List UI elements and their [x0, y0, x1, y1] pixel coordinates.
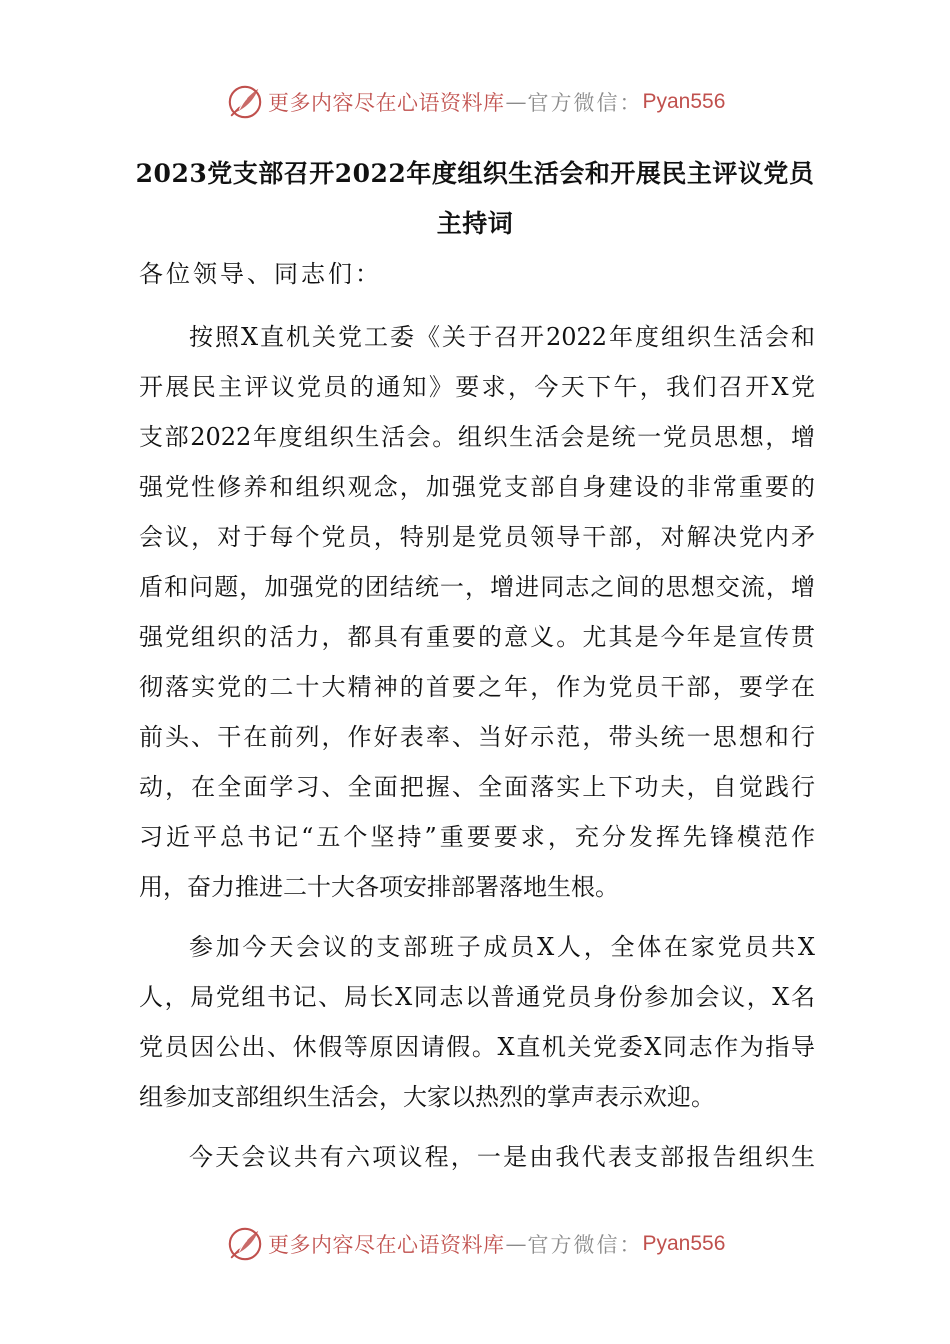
banner-wechat-id: Pyan556 [642, 1232, 726, 1255]
text-line: 支部2022年度组织生活会。组织生活会是统一党员思想，增 [139, 423, 815, 451]
banner-wechat-id: Pyan556 [642, 90, 726, 113]
banner-wechat-label: 官方微信： [527, 91, 643, 115]
banner-slogan: 更多内容尽在心语资料库 [268, 1233, 505, 1257]
text-line: 会议，对于每个党员，特别是党员领导干部，对解决党内矛 [139, 523, 815, 551]
pen-feather-logo-icon [226, 83, 264, 121]
text-line: 党员因公出、休假等原因请假。X直机关党委X同志作为指导 [139, 1033, 815, 1061]
banner-slogan: 更多内容尽在心语资料库 [268, 91, 505, 115]
text-line: 组参加支部组织生活会，大家以热烈的掌声表示欢迎。 [139, 1083, 715, 1111]
pen-feather-logo-icon [226, 1225, 264, 1263]
document-title-line-1: 2023党支部召开2022年度组织生活会和开展民主评议党员 [135, 159, 815, 188]
text-line: 习近平总书记“五个坚持”重要要求，充分发挥先锋模范作 [139, 823, 815, 851]
greeting: 各位领导、同志们： [139, 260, 382, 288]
text-line: 按照X直机关党工委《关于召开2022年度组织生活会和 [189, 323, 815, 351]
banner-separator: — [505, 90, 527, 114]
text-line: 参加今天会议的支部班子成员X人，全体在家党员共X [189, 933, 815, 961]
text-line: 强党性修养和组织观念，加强党支部自身建设的非常重要的 [139, 473, 815, 501]
text-line: 开展民主评议党员的通知》要求，今天下午，我们召开X党 [139, 373, 815, 401]
banner-wechat-label: 官方微信： [527, 1233, 643, 1257]
header-banner [226, 80, 725, 124]
banner-separator: — [505, 1232, 527, 1256]
text-line: 盾和问题，加强党的团结统一，增进同志之间的思想交流，增 [139, 573, 815, 601]
document-title-line-2: 主持词 [436, 209, 514, 238]
footer-banner [226, 1222, 725, 1266]
text-line: 强党组织的活力，都具有重要的意义。尤其是今年是宣传贯 [139, 623, 815, 651]
text-line: 今天会议共有六项议程，一是由我代表支部报告组织生 [189, 1143, 815, 1171]
text-line: 用，奋力推进二十大各项安排部署落地生根。 [139, 873, 619, 901]
text-line: 前头、干在前列，作好表率、当好示范，带头统一思想和行 [139, 723, 815, 751]
text-line: 彻落实党的二十大精神的首要之年，作为党员干部，要学在 [139, 673, 815, 701]
text-line: 人，局党组书记、局长X同志以普通党员身份参加会议，X名 [139, 983, 815, 1011]
text-line: 动，在全面学习、全面把握、全面落实上下功夫，自觉践行 [139, 773, 815, 801]
